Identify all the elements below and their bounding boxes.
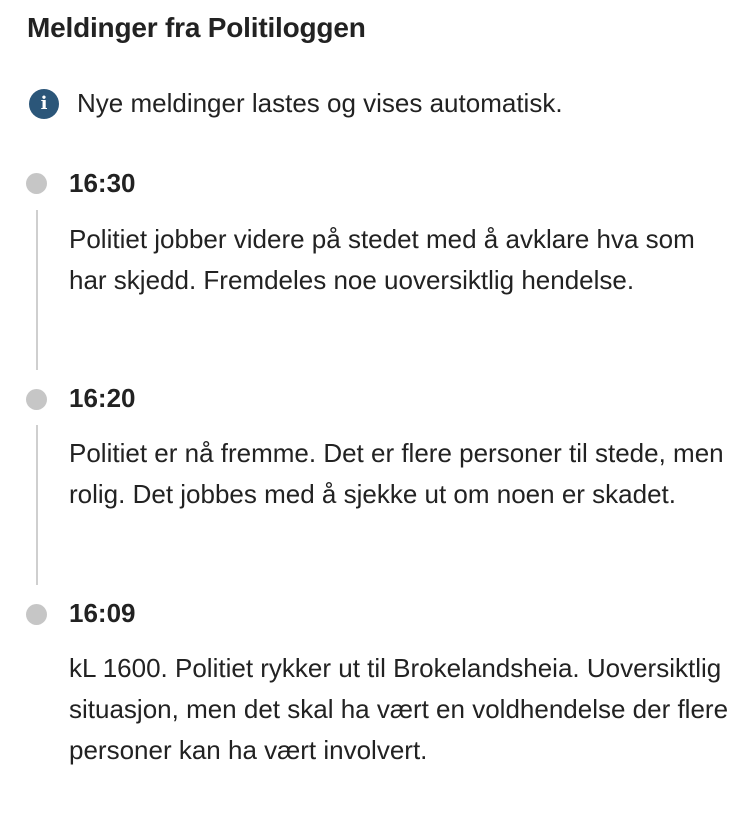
page-title: Meldinger fra Politiloggen xyxy=(27,12,366,43)
notice-text: Nye meldinger lastes og vises automatisk. xyxy=(77,88,563,118)
entry-text: Politiet jobber videre på stedet med å avklare hva som har skjedd. Fremdeles noe uoversiktlig hendelse. xyxy=(69,224,695,295)
timeline-connector xyxy=(36,425,38,585)
entry-time: 16:30 xyxy=(69,168,136,198)
entry-time: 16:09 xyxy=(69,598,136,628)
timeline-dot xyxy=(26,604,47,625)
entry-text: Politiet er nå fremme. Det er flere personer til stede, men rolig. Det jobbes med å sjekke ut om noen er skadet. xyxy=(69,438,724,509)
timeline-dot xyxy=(26,389,47,410)
info-icon: i xyxy=(29,89,59,119)
timeline-dot xyxy=(26,173,47,194)
timeline-connector xyxy=(36,210,38,370)
entry-time: 16:20 xyxy=(69,383,136,413)
entry-text: kL 1600. Politiet rykker ut til Brokelandsheia. Uoversiktlig situasjon, men det skal ha vært en voldhendelse der flere personer kan ha vært involvert. xyxy=(69,653,729,765)
